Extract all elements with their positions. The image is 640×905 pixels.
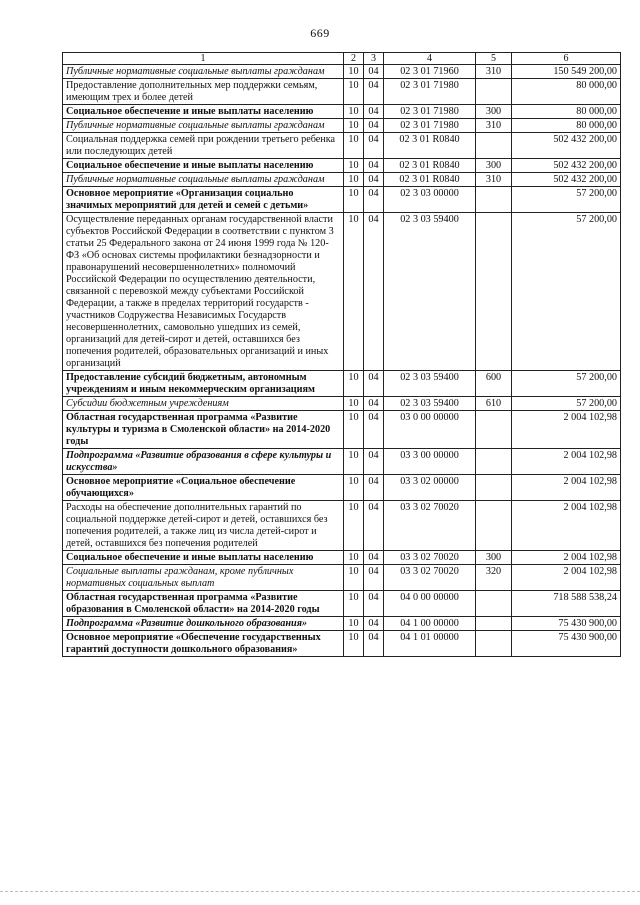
table-row xyxy=(63,411,621,449)
section-code-cell: 10 xyxy=(344,119,364,133)
table-row xyxy=(63,213,621,371)
target-article-cell: 02 3 01 71980 xyxy=(384,105,476,119)
header-cell-4: 4 xyxy=(384,53,476,65)
target-article-cell: 02 3 03 59400 xyxy=(384,213,476,371)
header-cell-5: 5 xyxy=(476,53,512,65)
expense-type-cell: 320 xyxy=(476,565,512,591)
section-code-cell: 10 xyxy=(344,591,364,617)
target-article-cell: 02 3 03 00000 xyxy=(384,187,476,213)
expense-type-cell: 310 xyxy=(476,65,512,79)
subsection-code-cell: 04 xyxy=(364,119,384,133)
amount-cell: 502 432 200,00 xyxy=(512,133,621,159)
target-article-cell: 02 3 01 R0840 xyxy=(384,133,476,159)
expense-type-cell xyxy=(476,411,512,449)
section-code-cell: 10 xyxy=(344,411,364,449)
description-cell: Подпрограмма «Развитие образования в сфере культуры и искусства» xyxy=(63,449,344,475)
table-row xyxy=(63,475,621,501)
section-code-cell: 10 xyxy=(344,187,364,213)
subsection-code-cell: 04 xyxy=(364,173,384,187)
section-code-cell: 10 xyxy=(344,213,364,371)
table-row xyxy=(63,501,621,551)
target-article-cell: 02 3 03 59400 xyxy=(384,397,476,411)
description-cell: Областная государственная программа «Развитие культуры и туризма в Смоленской области» на 2014-2020 годы xyxy=(63,411,344,449)
subsection-code-cell: 04 xyxy=(364,501,384,551)
description-cell: Предоставление дополнительных мер поддержки семьям, имеющим трех и более детей xyxy=(63,79,344,105)
expense-type-cell xyxy=(476,79,512,105)
scan-edge-line xyxy=(0,891,640,892)
table-row xyxy=(63,159,621,173)
description-cell: Подпрограмма «Развитие дошкольного образования» xyxy=(63,617,344,631)
amount-cell: 57 200,00 xyxy=(512,371,621,397)
subsection-code-cell: 04 xyxy=(364,371,384,397)
description-cell: Расходы на обеспечение дополнительных гарантий по социальной поддержке детей-сирот и детей, оставшихся без попечения родителей, а также лиц из числа детей-сирот и детей, оставшихся без попечения родителей xyxy=(63,501,344,551)
amount-cell: 150 549 200,00 xyxy=(512,65,621,79)
target-article-cell: 03 3 02 00000 xyxy=(384,475,476,501)
target-article-cell: 02 3 01 R0840 xyxy=(384,159,476,173)
subsection-code-cell: 04 xyxy=(364,551,384,565)
expense-type-cell xyxy=(476,449,512,475)
amount-cell: 75 430 900,00 xyxy=(512,617,621,631)
section-code-cell: 10 xyxy=(344,475,364,501)
expense-type-cell: 610 xyxy=(476,397,512,411)
table-row xyxy=(63,397,621,411)
target-article-cell: 04 1 00 00000 xyxy=(384,617,476,631)
section-code-cell: 10 xyxy=(344,617,364,631)
description-cell: Основное мероприятие «Социальное обеспечение обучающихся» xyxy=(63,475,344,501)
description-cell: Публичные нормативные социальные выплаты гражданам xyxy=(63,65,344,79)
expense-type-cell: 300 xyxy=(476,105,512,119)
subsection-code-cell: 04 xyxy=(364,617,384,631)
section-code-cell: 10 xyxy=(344,371,364,397)
section-code-cell: 10 xyxy=(344,79,364,105)
table-row xyxy=(63,119,621,133)
page-number: 669 xyxy=(310,26,330,40)
subsection-code-cell: 04 xyxy=(364,591,384,617)
table-row xyxy=(63,65,621,79)
amount-cell: 502 432 200,00 xyxy=(512,159,621,173)
description-cell: Социальное обеспечение и иные выплаты населению xyxy=(63,105,344,119)
amount-cell: 80 000,00 xyxy=(512,105,621,119)
table-header-row xyxy=(63,53,621,65)
amount-cell: 80 000,00 xyxy=(512,119,621,133)
section-code-cell: 10 xyxy=(344,449,364,475)
target-article-cell: 02 3 01 71980 xyxy=(384,119,476,133)
target-article-cell: 03 3 02 70020 xyxy=(384,501,476,551)
subsection-code-cell: 04 xyxy=(364,213,384,371)
amount-cell: 75 430 900,00 xyxy=(512,631,621,657)
expense-type-cell xyxy=(476,187,512,213)
target-article-cell: 02 3 01 R0840 xyxy=(384,173,476,187)
table-row xyxy=(63,133,621,159)
amount-cell: 2 004 102,98 xyxy=(512,449,621,475)
table-row xyxy=(63,591,621,617)
amount-cell: 502 432 200,00 xyxy=(512,173,621,187)
description-cell: Публичные нормативные социальные выплаты гражданам xyxy=(63,119,344,133)
table-row xyxy=(63,551,621,565)
section-code-cell: 10 xyxy=(344,173,364,187)
subsection-code-cell: 04 xyxy=(364,475,384,501)
expense-type-cell: 310 xyxy=(476,173,512,187)
section-code-cell: 10 xyxy=(344,501,364,551)
section-code-cell: 10 xyxy=(344,133,364,159)
section-code-cell: 10 xyxy=(344,397,364,411)
description-cell: Публичные нормативные социальные выплаты гражданам xyxy=(63,173,344,187)
amount-cell: 2 004 102,98 xyxy=(512,411,621,449)
section-code-cell: 10 xyxy=(344,65,364,79)
target-article-cell: 02 3 01 71980 xyxy=(384,79,476,105)
expense-type-cell: 310 xyxy=(476,119,512,133)
subsection-code-cell: 04 xyxy=(364,65,384,79)
expense-type-cell xyxy=(476,475,512,501)
description-cell: Областная государственная программа «Развитие образования в Смоленской области» на 2014-2020 годы xyxy=(63,591,344,617)
description-cell: Социальные выплаты гражданам, кроме публичных нормативных социальных выплат xyxy=(63,565,344,591)
subsection-code-cell: 04 xyxy=(364,105,384,119)
target-article-cell: 03 3 00 00000 xyxy=(384,449,476,475)
expense-type-cell: 300 xyxy=(476,159,512,173)
description-cell: Социальное обеспечение и иные выплаты населению xyxy=(63,551,344,565)
section-code-cell: 10 xyxy=(344,105,364,119)
table-row xyxy=(63,79,621,105)
target-article-cell: 04 0 00 00000 xyxy=(384,591,476,617)
header-cell-3: 3 xyxy=(364,53,384,65)
table-row xyxy=(63,371,621,397)
subsection-code-cell: 04 xyxy=(364,411,384,449)
amount-cell: 57 200,00 xyxy=(512,213,621,371)
amount-cell: 2 004 102,98 xyxy=(512,565,621,591)
amount-cell: 57 200,00 xyxy=(512,397,621,411)
target-article-cell: 03 3 02 70020 xyxy=(384,551,476,565)
section-code-cell: 10 xyxy=(344,551,364,565)
table-row xyxy=(63,449,621,475)
table-row xyxy=(63,105,621,119)
target-article-cell: 03 3 02 70020 xyxy=(384,565,476,591)
section-code-cell: 10 xyxy=(344,631,364,657)
description-cell: Социальное обеспечение и иные выплаты населению xyxy=(63,159,344,173)
amount-cell: 2 004 102,98 xyxy=(512,551,621,565)
amount-cell: 2 004 102,98 xyxy=(512,501,621,551)
subsection-code-cell: 04 xyxy=(364,187,384,213)
subsection-code-cell: 04 xyxy=(364,133,384,159)
target-article-cell: 04 1 01 00000 xyxy=(384,631,476,657)
expense-type-cell: 600 xyxy=(476,371,512,397)
section-code-cell: 10 xyxy=(344,565,364,591)
table-row xyxy=(63,173,621,187)
section-code-cell: 10 xyxy=(344,159,364,173)
table-row xyxy=(63,187,621,213)
header-cell-1: 1 xyxy=(63,53,344,65)
subsection-code-cell: 04 xyxy=(364,159,384,173)
header-cell-2: 2 xyxy=(344,53,364,65)
amount-cell: 80 000,00 xyxy=(512,79,621,105)
expense-type-cell xyxy=(476,213,512,371)
description-cell: Социальная поддержка семей при рождении третьего ребенка или последующих детей xyxy=(63,133,344,159)
description-cell: Основное мероприятие «Организация социально значимых мероприятий для детей и семей с детьми» xyxy=(63,187,344,213)
description-cell: Предоставление субсидий бюджетным, автономным учреждениям и иным некоммерческим организациям xyxy=(63,371,344,397)
table-row xyxy=(63,631,621,657)
target-article-cell: 02 3 03 59400 xyxy=(384,371,476,397)
expense-type-cell xyxy=(476,631,512,657)
expense-type-cell xyxy=(476,501,512,551)
subsection-code-cell: 04 xyxy=(364,79,384,105)
subsection-code-cell: 04 xyxy=(364,631,384,657)
amount-cell: 2 004 102,98 xyxy=(512,475,621,501)
table-row xyxy=(63,617,621,631)
expense-type-cell: 300 xyxy=(476,551,512,565)
expense-type-cell xyxy=(476,591,512,617)
amount-cell: 57 200,00 xyxy=(512,187,621,213)
expense-type-cell xyxy=(476,617,512,631)
budget-table xyxy=(62,52,621,657)
table-row xyxy=(63,565,621,591)
subsection-code-cell: 04 xyxy=(364,449,384,475)
description-cell: Субсидии бюджетным учреждениям xyxy=(63,397,344,411)
header-cell-6: 6 xyxy=(512,53,621,65)
amount-cell: 718 588 538,24 xyxy=(512,591,621,617)
description-cell: Осуществление переданных органам государственной власти субъектов Российской Федерации в соответствии с пунктом 3 статьи 25 Федерального закона от 24 июня 1999 года № 120-ФЗ «Об основах системы профилактики безнадзорности и правонарушений несовершеннолетних» полномочий Российской Федерации по осуществлению деятельности, связанной с перевозкой между субъектами Российской Федерации, а также в пределах территорий государств - участников Содружества Независимых Государств несовершеннолетних, самовольно ушедших из семей, организаций для детей-сирот и детей, оставшихся без попечения родителей, образовательных организаций и иных организаций xyxy=(63,213,344,371)
expense-type-cell xyxy=(476,133,512,159)
description-cell: Основное мероприятие «Обеспечение государственных гарантий доступности дошкольного образования» xyxy=(63,631,344,657)
target-article-cell: 02 3 01 71960 xyxy=(384,65,476,79)
subsection-code-cell: 04 xyxy=(364,565,384,591)
target-article-cell: 03 0 00 00000 xyxy=(384,411,476,449)
subsection-code-cell: 04 xyxy=(364,397,384,411)
